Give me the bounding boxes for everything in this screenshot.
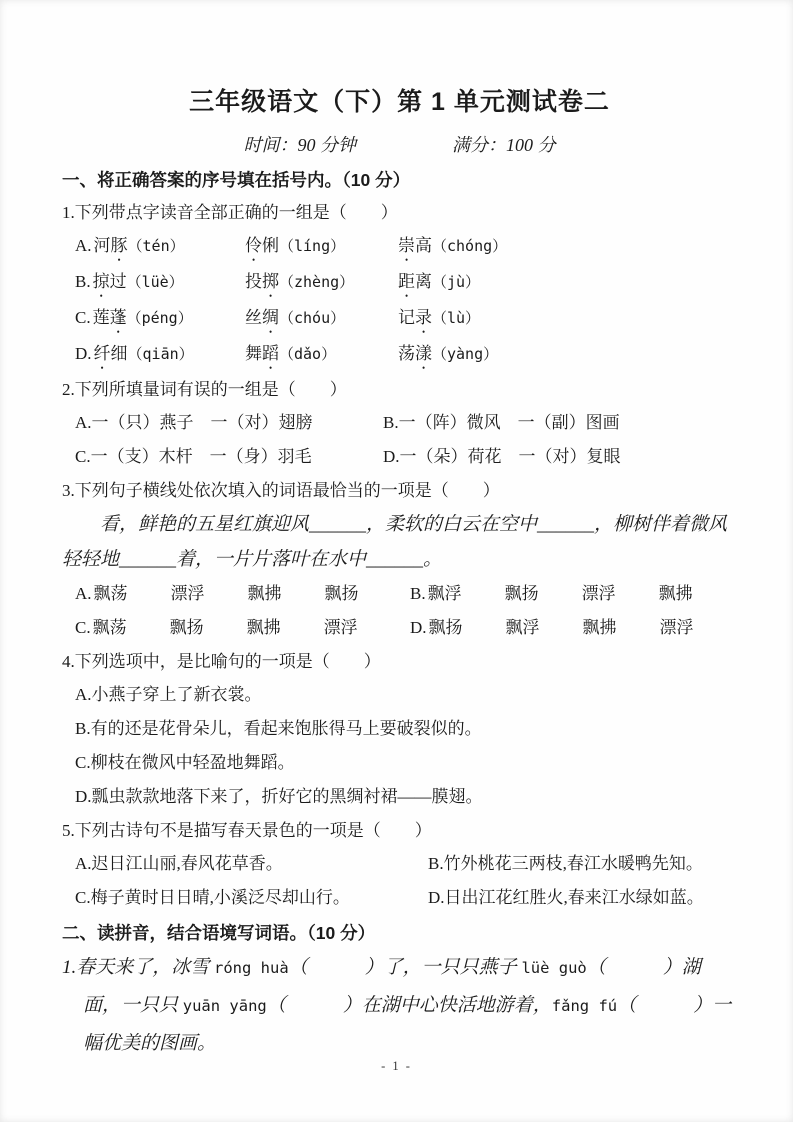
pinyin: （chóng） bbox=[432, 237, 508, 255]
dotted-char: 蓬 bbox=[109, 308, 127, 327]
pinyin: róng huà bbox=[214, 959, 289, 977]
s2-answer-blank: （ ）湖面，一只只 bbox=[83, 957, 701, 1016]
dotted-char: 掷 bbox=[262, 272, 279, 291]
pinyin: （péng） bbox=[126, 309, 193, 327]
q1-b-word-1: B. 掠过（lüè） bbox=[75, 272, 184, 291]
s2-text: 1.春天来了，冰雪 bbox=[62, 957, 215, 978]
dotted-char: 崇 bbox=[398, 236, 415, 255]
pinyin: （yàng） bbox=[432, 345, 499, 363]
q2-option-c: C.一（支）木杆 一（身）羽毛 bbox=[75, 447, 312, 466]
full-score-label: 满分：100 分 bbox=[452, 135, 556, 155]
question-2-stem: 2.下列所填量词有误的一组是（ ） bbox=[62, 380, 347, 399]
q3-option-d: D. 飘扬 飘浮 飘拂 漂浮 bbox=[410, 618, 694, 637]
q1-option-row-a bbox=[62, 229, 737, 265]
pinyin: （lüè） bbox=[126, 273, 184, 291]
q3-option-a: A. 飘荡 漂浮 飘拂 飘扬 bbox=[75, 584, 359, 603]
q2-option-d: D.一（朵）荷花 一（对）复眼 bbox=[383, 447, 621, 466]
q2-option-row-1 bbox=[62, 406, 737, 440]
s2-question-1 bbox=[62, 949, 737, 1062]
s2-answer-blank: （ ）一幅优美的图画。 bbox=[83, 995, 732, 1054]
q2-option-b: B.一（阵）微风 一（副）图画 bbox=[383, 413, 620, 432]
q5-option-b: B.竹外桃花三两枝,春江水暖鸭先知。 bbox=[428, 854, 703, 873]
page-title: 三年级语文（下）第 1 单元测试卷二 bbox=[189, 88, 610, 116]
q1-d-word-2: 舞蹈（dǎo） bbox=[245, 344, 337, 363]
q5-option-d: D.日出江花红胜火,春来江水绿如蓝。 bbox=[428, 888, 704, 907]
pinyin: （jù） bbox=[432, 273, 481, 291]
q1-a-word-2: 伶俐（líng） bbox=[245, 236, 346, 255]
dotted-char: 绸 bbox=[262, 308, 279, 327]
q4-option-b: B.有的还是花骨朵儿，看起来饱胀得马上要破裂似的。 bbox=[75, 719, 482, 738]
q3-passage: 看，鲜艳的五星红旗迎风______，柔软的白云在空中______，柳树伴着微风轻轻地______着，一片片落叶在水中______。 bbox=[62, 514, 728, 570]
q5-option-c: C.梅子黄时日日晴,小溪泛尽却山行。 bbox=[75, 888, 350, 907]
q5-option-a: A.迟日江山丽,春风花草香。 bbox=[75, 854, 283, 873]
q3-option-c: C. 飘荡 飘扬 飘拂 漂浮 bbox=[75, 618, 358, 637]
s2-answer-blank: （ ）了，一只只燕子 bbox=[288, 957, 522, 978]
q3-option-row-2 bbox=[62, 611, 737, 645]
q1-d-word-1: D. 纤细（qiān） bbox=[75, 344, 194, 363]
q2-option-a: A.一（只）燕子 一（对）翅膀 bbox=[75, 413, 313, 432]
q5-option-row-1 bbox=[62, 847, 737, 881]
dotted-char: 掠 bbox=[92, 272, 110, 291]
pinyin: （tén） bbox=[127, 237, 185, 255]
pinyin: yuān yāng bbox=[182, 997, 267, 1015]
dotted-char: 距 bbox=[398, 272, 415, 291]
question-3-stem: 3.下列句子横线处依次填入的词语最恰当的一项是（ ） bbox=[62, 481, 500, 500]
dotted-char: 漾 bbox=[415, 344, 432, 363]
time-label: 时间：90 分钟 bbox=[243, 135, 356, 155]
section-2-heading: 二、读拼音，结合语境写词语。（10 分） bbox=[62, 923, 376, 943]
q1-option-row-c bbox=[62, 301, 737, 337]
dotted-char: 纤 bbox=[93, 344, 111, 363]
section-1-heading: 一、将正确答案的序号填在括号内。（10 分） bbox=[62, 170, 411, 190]
question-5-stem: 5.下列古诗句不是描写春天景色的一项是（ ） bbox=[62, 821, 432, 840]
q1-b-word-3: 距离（jù） bbox=[398, 272, 481, 291]
question-4-stem: 4.下列选项中，是比喻句的一项是（ ） bbox=[62, 652, 381, 671]
pinyin: （zhèng） bbox=[279, 273, 355, 291]
pinyin: （dǎo） bbox=[279, 345, 337, 363]
q3-option-row-1 bbox=[62, 577, 737, 611]
dotted-char: 录 bbox=[415, 308, 432, 327]
pinyin: （chóu） bbox=[279, 309, 346, 327]
dotted-char: 蹈 bbox=[262, 344, 279, 363]
q1-d-word-3: 荡漾（yàng） bbox=[398, 344, 499, 363]
dotted-char: 伶 bbox=[245, 236, 262, 255]
q1-option-row-b bbox=[62, 265, 737, 301]
page-number: - 1 - bbox=[381, 1059, 412, 1073]
q4-option-a: A.小燕子穿上了新衣裳。 bbox=[75, 685, 262, 704]
q4-option-c: C.柳枝在微风中轻盈地舞蹈。 bbox=[75, 753, 295, 772]
q2-option-row-2 bbox=[62, 440, 737, 474]
q3-option-b: B. 飘浮 飘扬 漂浮 飘拂 bbox=[410, 584, 693, 603]
pinyin: （qiān） bbox=[127, 345, 194, 363]
q1-a-word-3: 崇高（chóng） bbox=[398, 236, 508, 255]
q1-b-word-2: 投掷（zhèng） bbox=[245, 272, 355, 291]
dotted-char: 豚 bbox=[110, 236, 128, 255]
q1-a-word-1: A. 河豚（tén） bbox=[75, 236, 185, 255]
s2-answer-blank: （ ）在湖中心快活地游着， bbox=[266, 995, 552, 1016]
pinyin: lüè guò bbox=[521, 959, 587, 977]
pinyin: fǎng fú bbox=[551, 997, 618, 1015]
q1-option-row-d bbox=[62, 337, 737, 373]
q1-c-word-2: 丝绸（chóu） bbox=[245, 308, 346, 327]
q5-option-row-2 bbox=[62, 881, 737, 915]
pinyin: （líng） bbox=[279, 237, 346, 255]
q1-c-word-3: 记录（lù） bbox=[398, 308, 481, 327]
q4-option-d: D.瓢虫款款地落下来了，折好它的黑绸衬裙——膜翅。 bbox=[75, 787, 483, 806]
pinyin: （lù） bbox=[432, 309, 481, 327]
q1-c-word-1: C. 莲蓬（péng） bbox=[75, 308, 193, 327]
question-1-stem: 1.下列带点字读音全部正确的一组是（ ） bbox=[62, 203, 398, 222]
paper-meta-line bbox=[62, 132, 737, 158]
